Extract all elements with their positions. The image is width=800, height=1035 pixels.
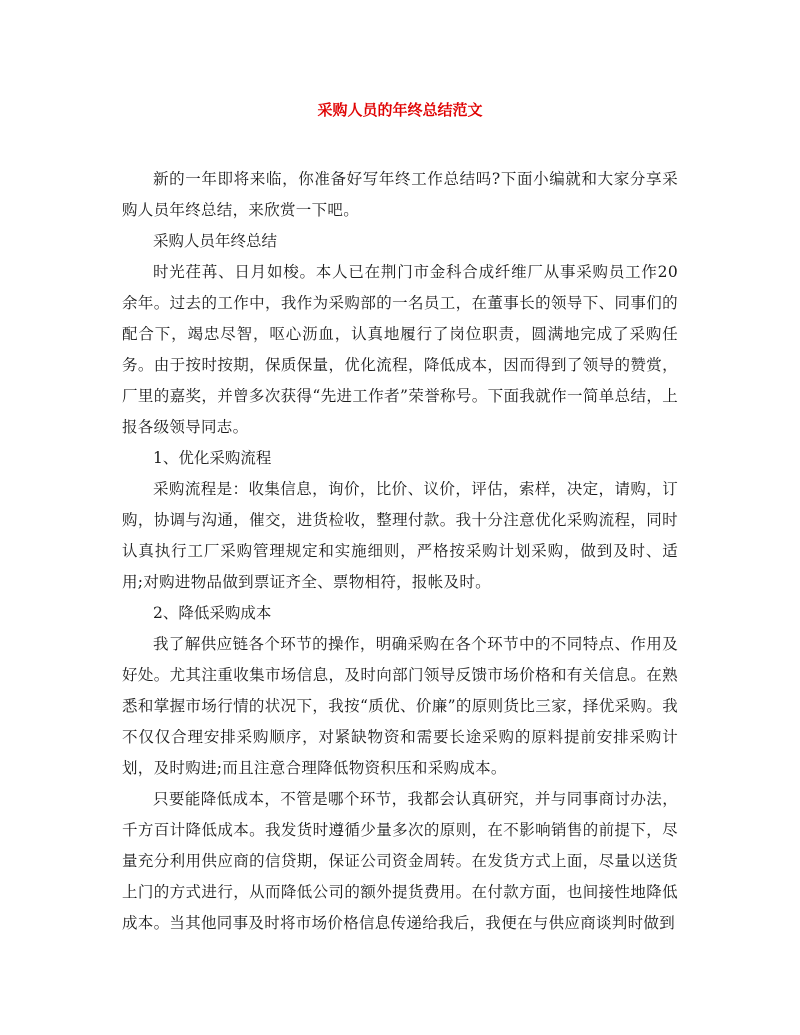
paragraph-optimize-process: 采购流程是：收集信息，询价，比价、议价，评估，索样，决定，请购，订购，协调与沟通，催交，进货检收，整理付款。我十分注意优化采购流程，同时认真执行工厂采购管理规定和实施细则，严格按采购计划采购，做到及时、适用;对购进物品做到票证齐全、票物相符，报帐及时。 xyxy=(122,480,678,591)
section-heading-optimize-process: 1、优化采购流程 xyxy=(153,449,272,467)
paragraph-reduce-cost-continued: 只要能降低成本，不管是哪个环节，我都会认真研究，并与同事商讨办法，千方百计降低成本。我发货时遵循少量多次的原则，在不影响销售的前提下，尽量充分利用供应商的信贷期，保证公司资金周转。在发货方式上面，尽量以送货上门的方式进行，从而降低公司的额外提货费用。在付款方面，也间接性地降低成本。当其他同事及时将市场价格信息传递给我后，我便在与供应商谈判时做到 xyxy=(122,790,678,932)
summary-subtitle: 采购人员年终总结 xyxy=(153,232,278,250)
section-heading-reduce-cost: 2、降低采购成本 xyxy=(153,604,272,622)
intro-paragraph: 新的一年即将来临，你准备好写年终工作总结吗?下面小编就和大家分享采购人员年终总结，来欣赏一下吧。 xyxy=(122,170,678,219)
document-title: 采购人员的年终总结范文 xyxy=(317,101,483,119)
paragraph-overview: 时光荏苒、日月如梭。本人已在荆门市金科合成纤维厂从事采购员工作20余年。过去的工作中，我作为采购部的一名员工，在董事长的领导下、同事们的配合下，竭忠尽智，呕心沥血，认真地履行了岗位职责，圆满地完成了采购任务。由于按时按期，保质保量，优化流程，降低成本，因而得到了领导的赞赏，厂里的嘉奖，并曾多次获得“先进工作者”荣誉称号。下面我就作一简单总结，上报各级领导同志。 xyxy=(122,263,678,436)
paragraph-reduce-cost: 我了解供应链各个环节的操作，明确采购在各个环节中的不同特点、作用及好处。尤其注重收集市场信息，及时向部门领导反馈市场价格和有关信息。在熟悉和掌握市场行情的状况下，我按“质优、价廉”的原则货比三家，择优采购。我不仅仅合理安排采购顺序，对紧缺物资和需要长途采购的原料提前安排采购计划，及时购进;而且注意合理降低物资积压和采购成本。 xyxy=(122,635,678,777)
document-page xyxy=(122,100,678,939)
